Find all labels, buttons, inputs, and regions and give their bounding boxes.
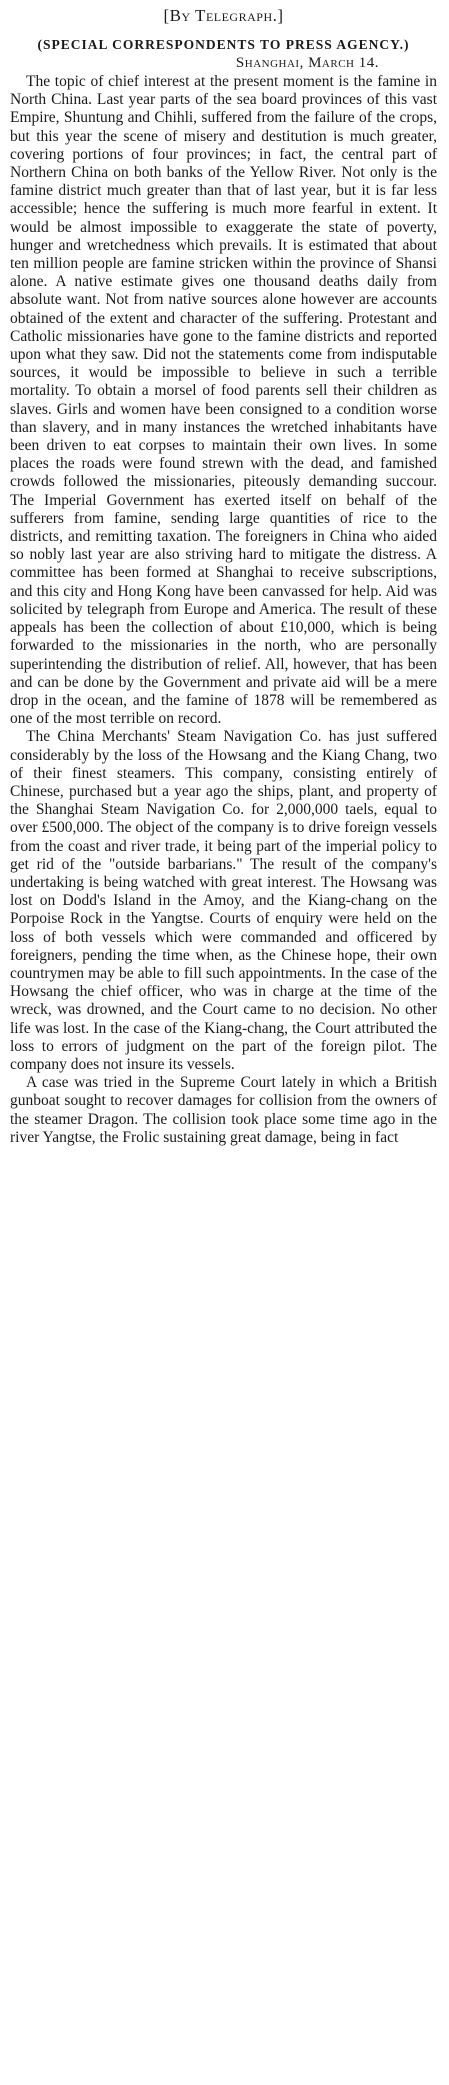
article-dateline [10,55,437,72]
heading-text: [By Telegraph.] [163,6,284,25]
paragraph-famine: The topic of chief interest at the present moment is the famine in North China. Last year parts of the sea board provinces of this vast Empire, Shuntung and Chihli, suffered from the failure of the crops, but this year the scene of misery and destitution is much greater, covering portions of four provinces; in fact, the central part of Northern China on both banks of the Yellow River. Not only is the famine district much greater than that of last year, but it is far less accessible; hence the suffering is much more fearful in extent. It would be almost impossible to exaggerate the state of poverty, hunger and wretchedness which prevails. It is estimated that about ten million people are famine stricken within the province of Shansi alone. A native estimate gives one thousand deaths daily from absolute want. Not from native sources alone however are accounts obtained of the extent and character of the suffering. Protestant and Catholic missionaries have gone to the famine districts and reported upon what they saw. Did not the statements come from indisputable sources, it would be impossible to believe in such a terrible mortality. To obtain a morsel of food parents sell their children as slaves. Girls and women have been consigned to a condition worse than slavery, and in many instances the wretched inhabitants have been driven to eat corpses to maintain their own lives. In some places the roads were found strewn with the dead, and famished crowds followed the missionaries, piteously demanding succour. The Imperial Government has exerted itself on behalf of the sufferers from famine, sending large quantities of rice to the districts, and remitting taxation. The foreigners in China who aided so nobly last year are also striving hard to mitigate the distress. A committee has been formed at Shanghai to receive subscriptions, and this city and Hong Kong have been canvassed for help. Aid was solicited by telegraph from Europe and America. The result of these appeals has been the collection of about £10,000, which is being forwarded to the missionaries in the north, who are personally superintending the distribution of relief. All, however, that has been and can be done by the Government and private aid will be a mere drop in the ocean, and the famine of 1878 will be remembered as one of the most terrible on record. [10,73,437,728]
dateline-text: Shanghai, March 14. [235,55,379,71]
article-heading [10,6,437,26]
paragraph-supreme-court: A case was tried in the Supreme Court lately in which a British gunboat sought to recover damages for collision from the owners of the steamer Dragon. The collision took place some time ago in the river Yangtse, the Frolic sustaining great damage, being in fact [10,1074,437,1146]
paragraph-steam-navigation: The China Merchants' Steam Navigation Co. has just suffered considerably by the loss of the Howsang and the Kiang Chang, two of their finest steamers. This company, consisting entirely of Chinese, purchased but a year ago the ships, plant, and property of the Shanghai Steam Navigation Co. for 2,000,000 taels, equal to over £500,000. The object of the company is to drive foreign vessels from the coast and river trade, it being part of the imperial policy to get rid of the "outside barbarians." The result of the company's undertaking is being watched with great interest. The Howsang was lost on Dodd's Island in the Amoy, and the Kiang-chang on the Porpoise Rock in the Yangtse. Courts of enquiry were held on the loss of both vessels which were commanded and officered by foreigners, pending the time when, as the Chinese hope, their own countrymen may be able to fill such appointments. In the case of the Howsang the chief officer, who was in charge at the time of the wreck, was drowned, and the Court came to no decision. No other life was lost. In the case of the Kiang-chang, the Court attributed the loss to errors of judgment on the part of the foreign pilot. The company does not insure its vessels. [10,728,437,1073]
article-subheading: (SPECIAL CORRESPONDENTS TO PRESS AGENCY.) [37,37,410,52]
